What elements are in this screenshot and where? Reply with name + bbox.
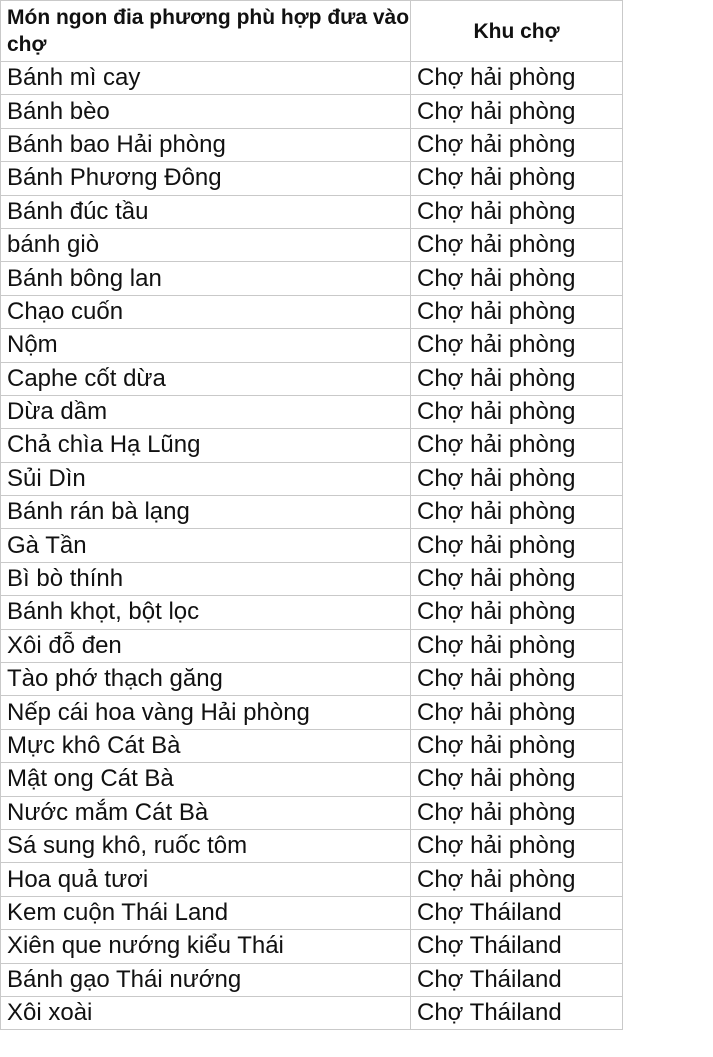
header-market[interactable]: Khu chợ <box>411 1 623 62</box>
table-row <box>1 829 623 862</box>
cell-dish[interactable]: Chạo cuốn <box>1 295 411 328</box>
cell-dish[interactable]: Bánh Phương Đông <box>1 162 411 195</box>
cell-dish[interactable]: Nộm <box>1 329 411 362</box>
cell-market[interactable]: Chợ hải phòng <box>411 128 623 161</box>
cell-market[interactable]: Chợ Tháiland <box>411 896 623 929</box>
cell-market[interactable]: Chợ hải phòng <box>411 362 623 395</box>
table-row <box>1 128 623 161</box>
table-row <box>1 763 623 796</box>
table-row <box>1 295 623 328</box>
table-row <box>1 496 623 529</box>
table-row <box>1 729 623 762</box>
cell-dish[interactable]: Mực khô Cát Bà <box>1 729 411 762</box>
table-row <box>1 663 623 696</box>
table-row <box>1 963 623 996</box>
cell-market[interactable]: Chợ hải phòng <box>411 295 623 328</box>
cell-dish[interactable]: Caphe cốt dừa <box>1 362 411 395</box>
table-row <box>1 529 623 562</box>
cell-dish[interactable]: Xôi xoài <box>1 996 411 1029</box>
cell-market[interactable]: Chợ hải phòng <box>411 429 623 462</box>
cell-dish[interactable]: Nước mắm Cát Bà <box>1 796 411 829</box>
cell-market[interactable]: Chợ hải phòng <box>411 462 623 495</box>
table-row <box>1 696 623 729</box>
table-row <box>1 262 623 295</box>
cell-market[interactable]: Chợ hải phòng <box>411 162 623 195</box>
table-row <box>1 596 623 629</box>
table-row <box>1 362 623 395</box>
cell-dish[interactable]: Bánh bao Hải phòng <box>1 128 411 161</box>
table-row <box>1 863 623 896</box>
cell-dish[interactable]: Xiên que nướng kiểu Thái <box>1 930 411 963</box>
cell-market[interactable]: Chợ hải phòng <box>411 629 623 662</box>
cell-dish[interactable]: Xôi đỗ đen <box>1 629 411 662</box>
cell-market[interactable]: Chợ Tháiland <box>411 996 623 1029</box>
table-row <box>1 562 623 595</box>
table-row <box>1 996 623 1029</box>
cell-dish[interactable]: Bánh gạo Thái nướng <box>1 963 411 996</box>
cell-dish[interactable]: Bánh rán bà lạng <box>1 496 411 529</box>
table-row <box>1 462 623 495</box>
cell-dish[interactable]: Dừa dầm <box>1 395 411 428</box>
cell-dish[interactable]: Bánh bèo <box>1 95 411 128</box>
cell-dish[interactable]: Sá sung khô, ruốc tôm <box>1 829 411 862</box>
table-row <box>1 62 623 95</box>
cell-market[interactable]: Chợ hải phòng <box>411 529 623 562</box>
cell-dish[interactable]: Bì bò thính <box>1 562 411 595</box>
cell-dish[interactable]: Bánh đúc tầu <box>1 195 411 228</box>
table-row <box>1 195 623 228</box>
cell-market[interactable]: Chợ hải phòng <box>411 596 623 629</box>
cell-dish[interactable]: Tào phớ thạch găng <box>1 663 411 696</box>
cell-market[interactable]: Chợ hải phòng <box>411 663 623 696</box>
header-row <box>1 1 623 62</box>
cell-dish[interactable]: Chả chìa Hạ Lũng <box>1 429 411 462</box>
cell-market[interactable]: Chợ hải phòng <box>411 262 623 295</box>
cell-dish[interactable]: Hoa quả tươi <box>1 863 411 896</box>
cell-market[interactable]: Chợ hải phòng <box>411 829 623 862</box>
cell-market[interactable]: Chợ hải phòng <box>411 195 623 228</box>
table-row <box>1 429 623 462</box>
cell-market[interactable]: Chợ Tháiland <box>411 963 623 996</box>
table-row <box>1 329 623 362</box>
cell-market[interactable]: Chợ hải phòng <box>411 863 623 896</box>
table-row <box>1 796 623 829</box>
cell-market[interactable]: Chợ hải phòng <box>411 696 623 729</box>
table-row <box>1 162 623 195</box>
table-row <box>1 228 623 261</box>
cell-dish[interactable]: Mật ong Cát Bà <box>1 763 411 796</box>
cell-market[interactable]: Chợ hải phòng <box>411 562 623 595</box>
table-row <box>1 95 623 128</box>
cell-dish[interactable]: Bánh khọt, bột lọc <box>1 596 411 629</box>
table-row <box>1 395 623 428</box>
cell-dish[interactable]: Kem cuộn Thái Land <box>1 896 411 929</box>
cell-market[interactable]: Chợ hải phòng <box>411 228 623 261</box>
cell-market[interactable]: Chợ hải phòng <box>411 796 623 829</box>
cell-dish[interactable]: Bánh bông lan <box>1 262 411 295</box>
cell-market[interactable]: Chợ hải phòng <box>411 95 623 128</box>
header-dish[interactable]: Món ngon đia phương phù hợp đưa vào chợ <box>1 1 411 62</box>
cell-market[interactable]: Chợ hải phòng <box>411 62 623 95</box>
cell-dish[interactable]: bánh giò <box>1 228 411 261</box>
cell-market[interactable]: Chợ hải phòng <box>411 496 623 529</box>
cell-market[interactable]: Chợ hải phòng <box>411 729 623 762</box>
table-row <box>1 896 623 929</box>
table-body <box>1 62 623 1030</box>
cell-dish[interactable]: Sủi Dìn <box>1 462 411 495</box>
cell-market[interactable]: Chợ hải phòng <box>411 395 623 428</box>
cell-market[interactable]: Chợ hải phòng <box>411 763 623 796</box>
table-row <box>1 930 623 963</box>
cell-market[interactable]: Chợ Tháiland <box>411 930 623 963</box>
cell-dish[interactable]: Bánh mì cay <box>1 62 411 95</box>
cell-dish[interactable]: Gà Tần <box>1 529 411 562</box>
cell-dish[interactable]: Nếp cái hoa vàng Hải phòng <box>1 696 411 729</box>
table-row <box>1 629 623 662</box>
cell-market[interactable]: Chợ hải phòng <box>411 329 623 362</box>
table-header <box>1 1 623 62</box>
